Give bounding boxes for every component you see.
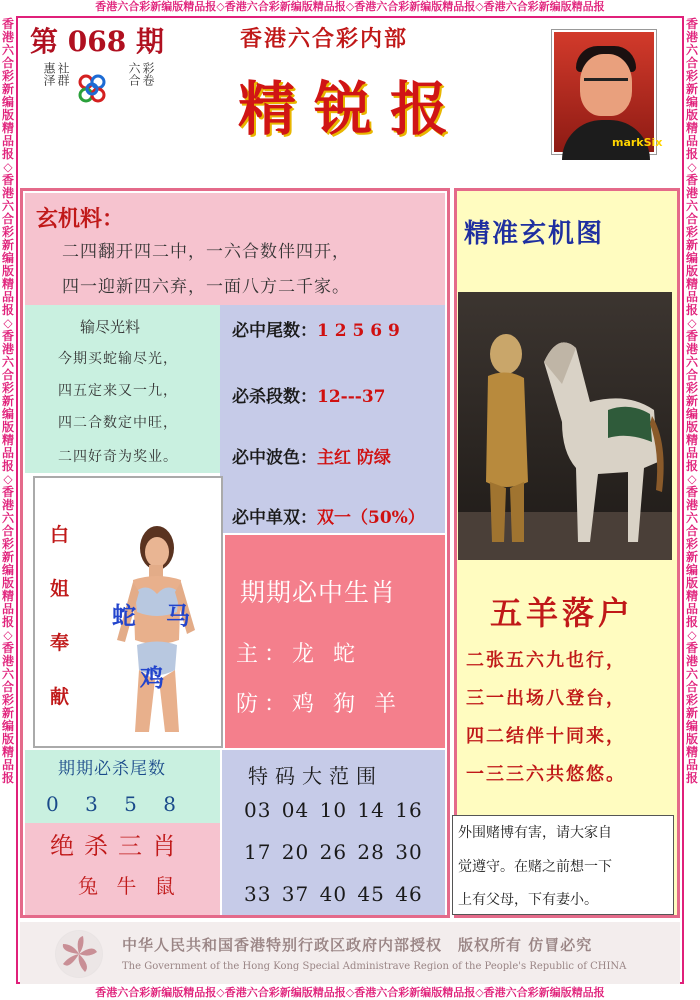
lottery-logo-icon (75, 72, 109, 106)
lose-all-line: 四五定来又一九， (58, 383, 178, 399)
special-range-row: 03 04 10 14 16 (244, 798, 423, 822)
prediction-value: 双一（50%） (317, 508, 425, 528)
prediction-value: 主红 防绿 (317, 448, 391, 468)
lose-all-line: 四二合数定中旺， (58, 415, 178, 431)
gift-char: 白 (50, 524, 70, 546)
gift-word: 鸡 (140, 663, 164, 692)
horse-statue-photo (458, 292, 672, 560)
prediction-value: 1 2 5 6 9 (317, 321, 400, 341)
prediction-label: 必中尾数： (232, 321, 317, 341)
gift-char: 献 (50, 686, 70, 708)
mystery-line-2: 四一迎新四六弃，一面八方二千家。 (62, 277, 350, 297)
mystery-chart-title: 精准玄机图 (464, 219, 605, 249)
page-subtitle: 香港六合彩内部 (240, 26, 409, 52)
prediction-odd-even (232, 503, 425, 528)
logo-text-right-1: 六合 (127, 62, 141, 86)
prediction-label: 必杀段数： (232, 387, 317, 407)
bauhinia-emblem-icon (55, 930, 103, 978)
gift-word: 马 (166, 601, 190, 630)
five-lambs-line: 三一出场八登台， (466, 688, 626, 709)
prediction-tail-numbers (232, 316, 400, 341)
special-range-row: 33 37 40 45 46 (244, 882, 423, 906)
zodiac-guard: 防：鸡 狗 羊 (236, 692, 402, 717)
page-title: 精锐报 (238, 75, 467, 143)
warning-line: 上有父母，下有妻小。 (458, 892, 598, 908)
five-lambs-title: 五羊落户 (490, 594, 635, 632)
prediction-label: 必中波色： (232, 448, 317, 468)
logo-text-left-1: 惠泽 (42, 62, 56, 86)
issue-number: 第 068 期 (30, 25, 164, 58)
zodiac-main: 主：龙 蛇 (236, 642, 361, 667)
prediction-kill-range (232, 382, 385, 407)
mystery-heading: 玄机料： (36, 206, 125, 232)
gift-word: 蛇 (112, 601, 136, 630)
special-range-row: 17 20 26 28 30 (244, 840, 423, 864)
prediction-label: 必中单双： (232, 508, 317, 528)
right-border-banner: 香港六合彩新编版精品报◇香港六合彩新编版精品报◇香港六合彩新编版精品报◇香港六合彩新编版精品报◇香港六合彩新编版精品报 (685, 17, 698, 785)
footer-english-text: The Government of the Hong Kong Special Administrave Region of the People's Republic of CHINA (122, 961, 627, 972)
portrait-caption: markSix (612, 136, 663, 149)
warning-line: 外围赌博有害，请大家自 (458, 825, 612, 841)
five-lambs-line: 一三三六共悠悠。 (466, 764, 626, 785)
left-border-banner: 香港六合彩新编版精品报◇香港六合彩新编版精品报◇香港六合彩新编版精品报◇香港六合彩新编版精品报◇香港六合彩新编版精品报 (1, 17, 14, 785)
footer-chinese-text: 中华人民共和国香港特别行政区政府内部授权 版权所有 仿冒必究 (122, 936, 593, 954)
lose-all-title: 输尽光料 (80, 318, 141, 336)
top-border-banner: 香港六合彩新编版精品报◇香港六合彩新编版精品报◇香港六合彩新编版精品报◇香港六合彩新编版精品报 (95, 0, 605, 13)
mystery-line-1: 二四翻开四二中，一六合数伴四开， (62, 242, 350, 262)
bottom-border-banner: 香港六合彩新编版精品报◇香港六合彩新编版精品报◇香港六合彩新编版精品报◇香港六合彩新编版精品报 (95, 986, 605, 999)
prediction-wave-color (232, 443, 391, 468)
tail-kill-title: 期期必杀尾数 (58, 759, 166, 779)
lose-all-line: 今期买蛇输尽光， (58, 351, 178, 367)
five-lambs-line: 二张五六九也行， (466, 650, 626, 671)
logo-text-right-2: 彩卷 (141, 62, 155, 86)
gift-char: 奉 (50, 632, 70, 654)
lose-all-line: 二四好奇为奖业。 (58, 449, 178, 465)
warning-line: 觉遵守。在赌之前想一下 (458, 859, 612, 875)
five-lambs-line: 四二结伴十同来， (466, 726, 626, 747)
kill-three-animals: 兔 牛 鼠 (78, 874, 181, 898)
tail-kill-numbers: 0 3 5 8 (46, 792, 176, 816)
logo-text-left-2: 社群 (56, 62, 70, 86)
kill-three-title: 绝杀三肖 (50, 832, 186, 860)
zodiac-title: 期期必中生肖 (240, 578, 397, 607)
prediction-value: 12---37 (317, 387, 386, 407)
special-range-title: 特码大范围 (248, 764, 383, 788)
gift-char: 姐 (50, 578, 70, 600)
portrait-photo (552, 30, 663, 154)
